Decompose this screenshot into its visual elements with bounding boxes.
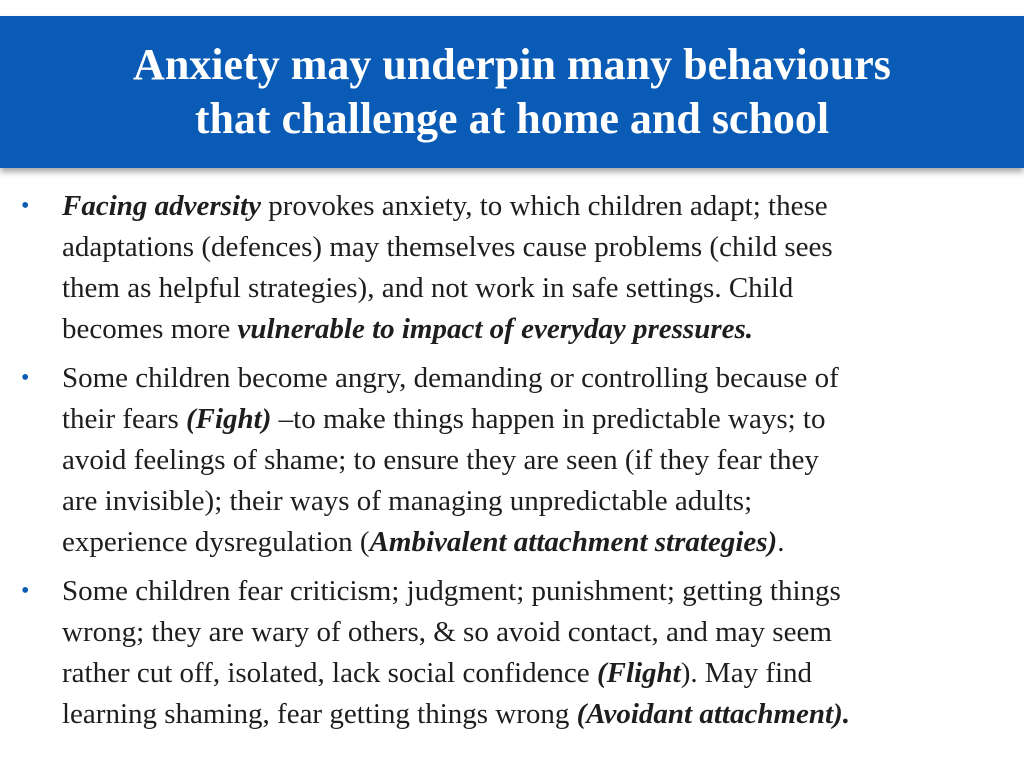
body-text: their fears [62,403,186,435]
emphasis-text: (Fight) [186,403,272,435]
bullet-item [0,571,1024,735]
bullet-list [0,186,1024,743]
body-text: experience dysregulation ( [62,526,370,558]
emphasis-text: (Avoidant attachment). [576,698,850,730]
body-text: –to make things happen in predictable ways; to [271,403,826,435]
body-text: becomes more [62,313,238,345]
slide-title-line-1: Anxiety may underpin many behaviours [133,40,891,89]
bullet-text-line [62,358,1002,399]
emphasis-text: vulnerable to impact of everyday pressures. [237,313,754,345]
bullet-item [0,186,1024,350]
body-text: learning shaming, fear getting things wrong [62,698,577,730]
body-text: rather cut off, isolated, lack social confidence [62,657,597,689]
body-text: ). May find [680,657,813,689]
bullet-marker: • [21,365,30,391]
bullet-text-line [62,268,1002,309]
bullet-text-line [62,653,1002,694]
bullet-text-line [62,522,1002,563]
title-bar [0,16,1024,168]
body-text: are invisible); their ways of managing unpredictable adults; [62,485,753,517]
bullet-marker: • [21,578,30,604]
emphasis-text: Ambivalent attachment strategies) [369,526,778,558]
body-text: adaptations (defences) may themselves cause problems (child sees [62,231,833,263]
bullet-text-line [62,612,1002,653]
emphasis-text: (Flight [596,657,681,689]
body-text: . [777,526,785,558]
bullet-text-line [62,309,1002,350]
bullet-marker: • [21,193,30,219]
body-text: them as helpful strategies), and not work in safe settings. Child [62,272,794,304]
bullet-text-line [62,186,1002,227]
bullet-text-line [62,481,1002,522]
body-text: avoid feelings of shame; to ensure they are seen (if they fear they [62,444,819,476]
slide-title-line-2: that challenge at home and school [194,94,830,143]
body-text: wrong; they are wary of others, & so avoid contact, and may seem [62,616,832,648]
body-text: Some children become angry, demanding or controlling because of [62,362,839,394]
bullet-text-line [62,227,1002,268]
bullet-item [0,358,1024,563]
bullet-text-line [62,571,1002,612]
bullet-text-line [62,694,1002,735]
bullet-text-line [62,440,1002,481]
body-text: Some children fear criticism; judgment; punishment; getting things [62,575,841,607]
body-text: provokes anxiety, to which children adapt; these [260,190,828,222]
emphasis-text: Facing adversity [62,190,261,222]
bullet-text-line [62,399,1002,440]
